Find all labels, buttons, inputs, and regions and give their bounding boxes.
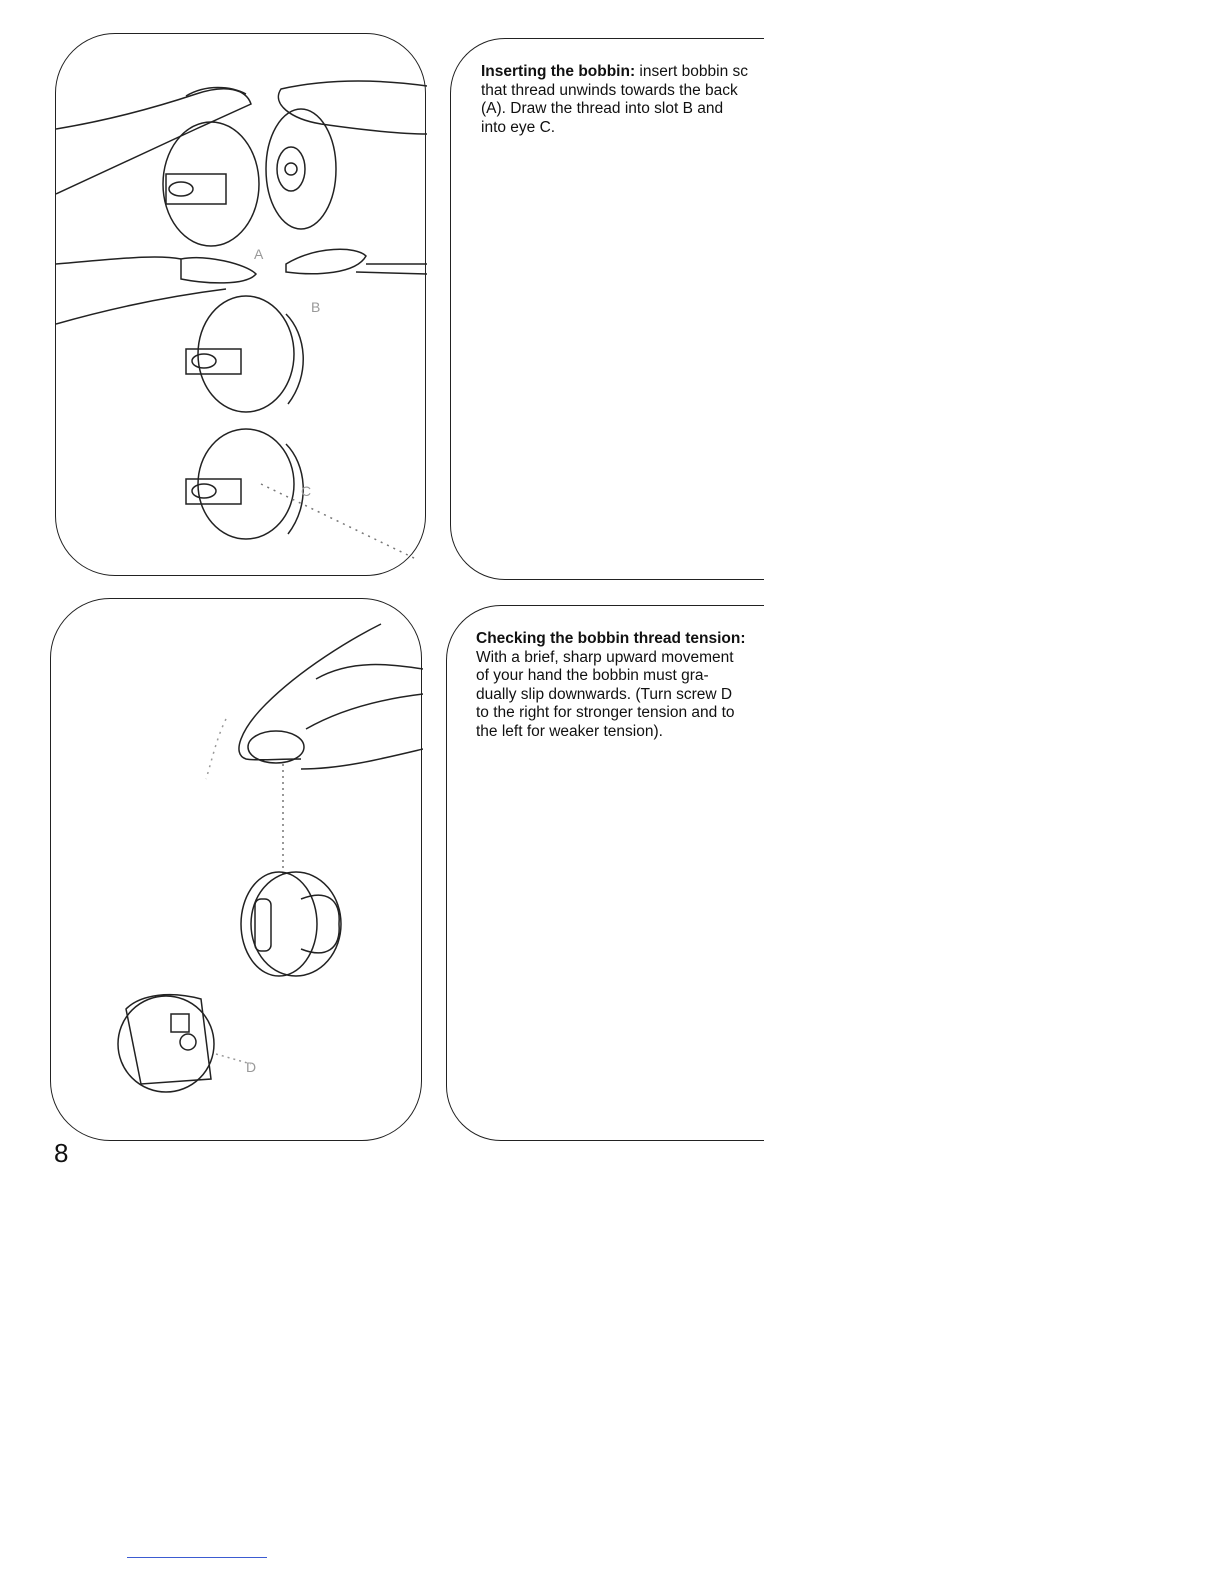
figure-panel-check-tension	[50, 598, 422, 1141]
illustration-insert-bobbin	[56, 34, 427, 577]
figure-label-d: D	[246, 1059, 257, 1075]
text-panel-check-tension	[446, 605, 764, 1141]
figure-label-b: B	[311, 299, 321, 315]
illustration-check-tension	[51, 599, 423, 1142]
instruction-text-check-tension	[476, 630, 764, 741]
heading-insert-bobbin: Inserting the bobbin:	[481, 63, 636, 80]
page-number: 8	[54, 1138, 69, 1168]
body-insert-bobbin: insert bobbin sc that thread unwinds towards the back (A). Draw the thread into slot B and into eye C.	[481, 63, 748, 136]
heading-check-tension: Checking the bobbin thread tension:	[476, 630, 746, 647]
bottom-rule	[127, 1557, 267, 1558]
figure-label-c: C	[301, 483, 312, 499]
text-panel-insert-bobbin	[450, 38, 764, 580]
figure-label-a: A	[254, 246, 264, 262]
figure-panel-insert-bobbin	[55, 33, 426, 576]
instruction-text-insert-bobbin	[481, 63, 764, 137]
body-check-tension: With a brief, sharp upward movement of your hand the bobbin must gra- dually slip downwards. (Turn screw D to the right for stronger tension and to the left for weaker tension).	[476, 648, 735, 740]
